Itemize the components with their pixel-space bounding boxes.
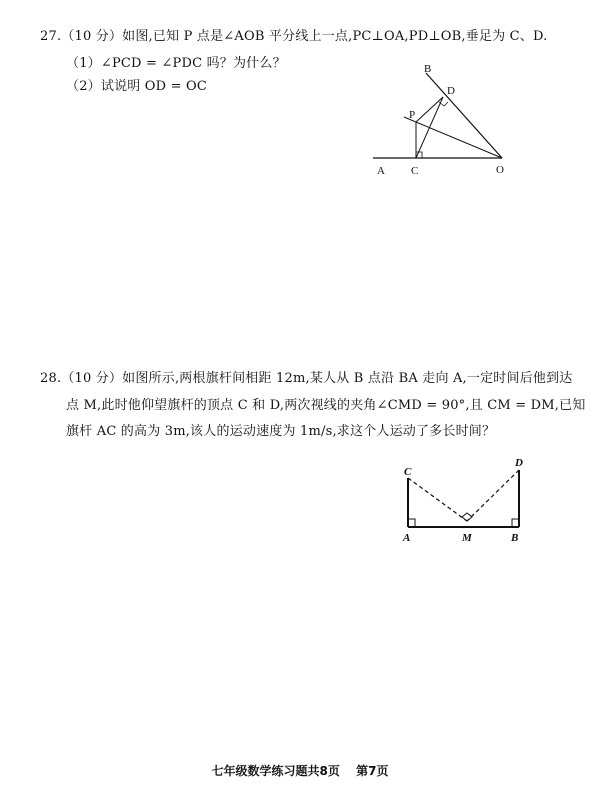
right-angle-mark-a [408, 519, 415, 527]
sight-line-cm [408, 478, 467, 521]
label-d: D [515, 457, 523, 469]
label-c: C [411, 165, 419, 177]
problem-28-line-2: 点 M,此时他仰望旗杆的顶点 C 和 D,两次视线的夹角∠CMD = 90°,且 CM = DM,已知 [66, 398, 586, 413]
label-c: C [404, 466, 412, 478]
label-a: A [377, 165, 385, 177]
label-o: O [496, 164, 504, 176]
footer-page-number: 第7页 [356, 764, 389, 778]
page-footer [0, 762, 600, 779]
footer-title: 七年级数学练习题共8页 [211, 764, 340, 778]
label-a: A [403, 532, 411, 544]
problem-27-question-1: （1）∠PCD = ∠PDC 吗？为什么？ [66, 56, 286, 71]
problem-27-question-2: （2）试说明 OD = OC [66, 79, 208, 94]
sight-line-dm [467, 470, 519, 521]
label-m: M [462, 532, 472, 544]
label-p: P [409, 109, 416, 121]
right-angle-mark-b [512, 519, 519, 527]
problem-28-line-1: 28.（10 分）如图所示,两根旗杆间相距 12m,某人从 B 点沿 BA 走向 A,一定时间后他到达 [40, 371, 573, 386]
right-angle-mark-m [462, 513, 472, 521]
label-b: B [424, 63, 432, 75]
label-d: D [447, 85, 455, 97]
problem-28-line-3: 旗杆 AC 的高为 3m,该人的运动速度为 1m/s,求这个人运动了多长时间？ [66, 424, 496, 439]
problem-27-stem: 27.（10 分）如图,已知 P 点是∠AOB 平分线上一点,PC⊥OA,PD⊥OB,垂足为 C、D. [40, 29, 548, 44]
label-b: B [511, 532, 519, 544]
